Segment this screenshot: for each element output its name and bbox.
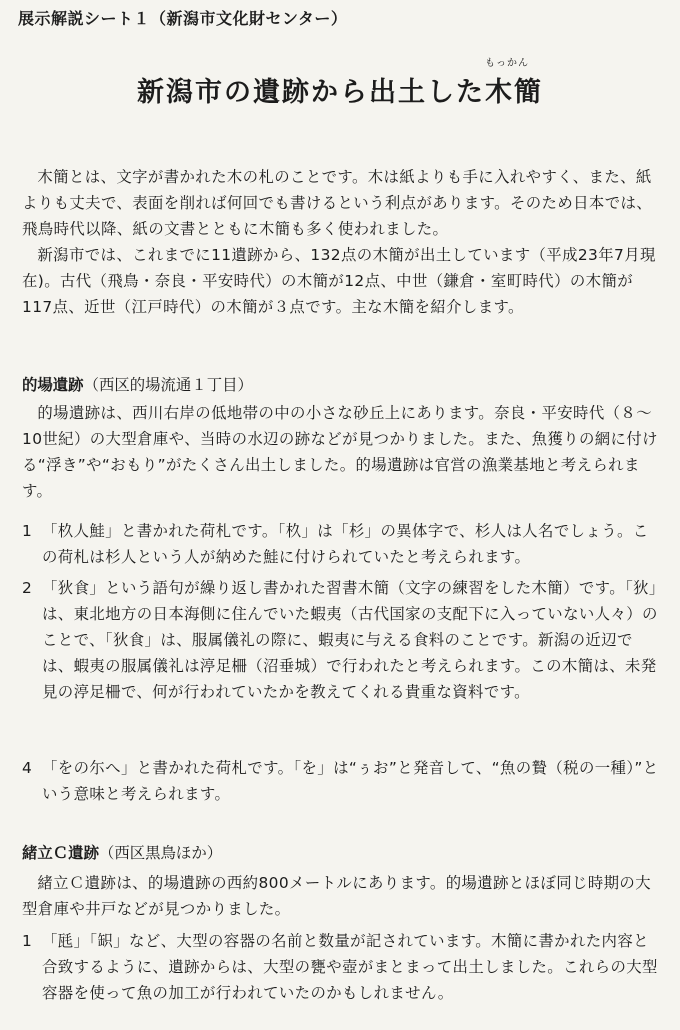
item-text: 「杦人鮭」と書かれた荷札です。「杦」は「杉」の異体字で、杉人は人名でしょう。この荷札は杉人という人が納めた鮭に付けられていたと考えられます。 [42,522,649,566]
list-item [22,928,662,1006]
section-heading-matoba [22,372,253,398]
item-number: 1 [22,932,33,950]
page-title [137,58,543,109]
title-text: 新潟市の遺跡から出土した木簡 [137,77,543,108]
intro-paragraph-2: 新潟市では、これまでに11遺跡から、132点の木簡が出土しています（平成23年7月現在)。古代（飛鳥・奈良・平安時代）の木簡が12点、中世（鎌倉・室町時代）の木簡が117点、近世（江戸時代）の木簡が３点です。主な木簡を紹介します。 [22,246,656,316]
title-block [0,58,680,109]
intro-paragraph-1: 木簡とは、文字が書かれた木の札のことです。木は紙よりも手に入れやすく、また、紙よりも丈夫で、表面を削れば何回でも書けるという利点があります。そのため日本では、飛鳥時代以降、紙の文書とともに木簡も多く使われました。 [22,168,653,238]
section-heading-odate [22,840,222,866]
list-item [22,518,662,570]
intro-section [22,164,662,320]
section-name: 的場遺跡 [22,376,84,394]
item-text: 「をの尓へ」と書かれた荷札です。「を」は“ぅお”と発音して、“魚の贄（税の一種）”という意味と考えられます。 [42,759,659,803]
sheet-header: 展示解説シート１（新潟市文化財センター） [18,9,348,28]
list-item [22,575,662,705]
item-number: 4 [22,759,33,777]
item-number: 2 [22,579,33,597]
section-location: （西区的場流通１丁目） [83,376,253,394]
title-ruby: もっかん [485,58,529,69]
list-item [22,755,662,807]
section-description-matoba [22,400,662,504]
item-text: 「瓱」「䍉」など、大型の容器の名前と数量が記されています。木簡に書かれた内容と合致するように、遺跡からは、大型の甕や壺がまとまって出土しました。これらの大型容器を使って魚の加工が行われていたのかもしれません。 [42,932,658,1002]
section-description: 緒立Ｃ遺跡は、的場遺跡の西約800メートルにあります。的場遺跡とほぼ同じ時期の大型倉庫や井戸などが見つかりました。 [22,874,651,918]
section-description: 的場遺跡は、西川右岸の低地帯の中の小さな砂丘上にあります。奈良・平安時代（８～10世紀）の大型倉庫や、当時の水辺の跡などが見つかりました。また、魚獲りの網に付ける“浮き”や“おもり”がたくさん出土しました。的場遺跡は官営の漁業基地と考えられます。 [22,404,658,500]
section-location: （西区黒鳥ほか） [98,844,223,862]
section-name: 緒立Ｃ遺跡 [22,844,99,862]
item-number: 1 [22,522,33,540]
section-description-odate [22,870,662,922]
item-text: 「狄食」という語句が繰り返し書かれた習書木簡（文字の練習をした木簡）です。「狄」は、東北地方の日本海側に住んでいた蝦夷（古代国家の支配下に入っていない人々）のことで、「狄食」は、服属儀礼の際に、蝦夷に与える食料のことです。新潟の近辺では、蝦夷の服属儀礼は渟足柵（沼垂城）で行われたと考えられます。この木簡は、未発見の渟足柵で、何が行われていたかを教えてくれる貴重な資料です。 [42,579,658,701]
